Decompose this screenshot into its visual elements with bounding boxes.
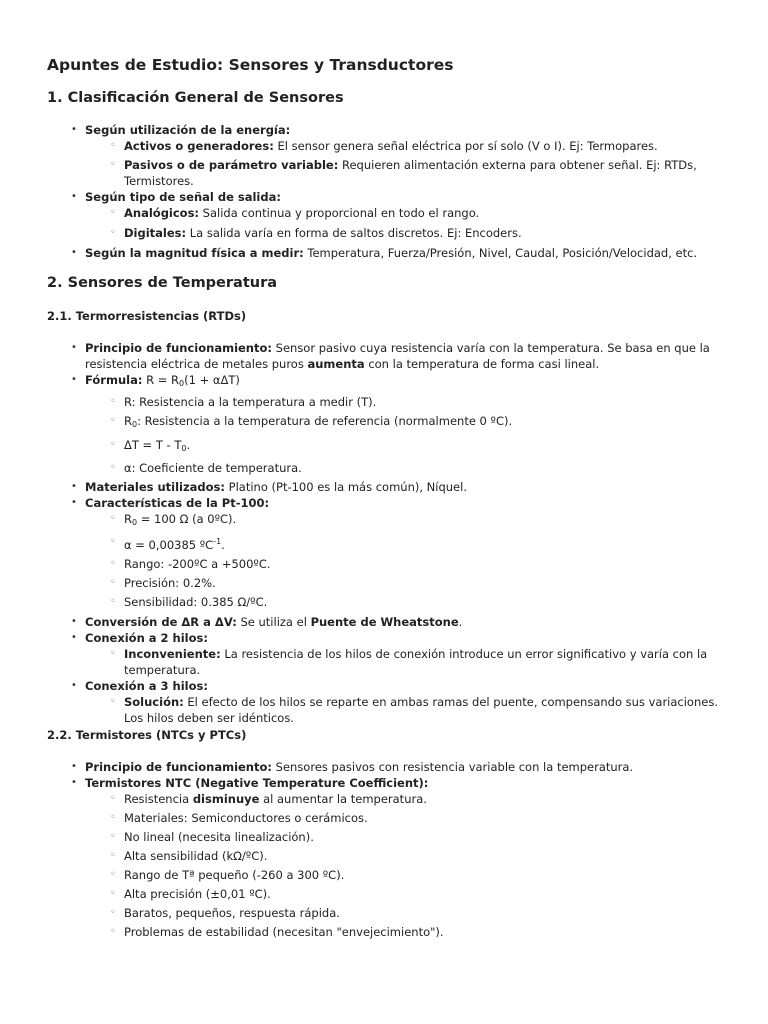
list-item: ◦ Precisión: 0.2%. (0, 575, 768, 591)
list-item: ◦ Problemas de estabilidad (necesitan "envejecimiento"). (0, 924, 768, 940)
list-item: ◦ Activos o generadores: El sensor genera señal eléctrica por sí solo (V o I). Ej: Termopares. (0, 138, 768, 154)
list-item: ◦ Alta sensibilidad (kΩ/ºC). (0, 848, 768, 864)
document-title: Apuntes de Estudio: Sensores y Transductores (47, 56, 454, 74)
termistores-list (0, 759, 768, 940)
list-item: • Materiales utilizados: Platino (Pt-100 es la más común), Níquel. (0, 479, 768, 495)
list-item: ◦ Inconveniente: La resistencia de los hilos de conexión introduce un error significativo y varía con la temperatura. (0, 646, 768, 678)
list-item: • Conversión de ΔR a ΔV: Se utiliza el Puente de Wheatstone. (0, 614, 768, 630)
subsection-termistores-heading: 2.2. Termistores (NTCs y PTCs) (47, 728, 247, 742)
list-item: ◦ Pasivos o de parámetro variable: Requieren alimentación externa para obtener señal. Ej: RTDs, Termistores. (0, 157, 768, 189)
list-item: • Principio de funcionamiento: Sensores pasivos con resistencia variable con la temperatura. (0, 759, 768, 775)
section-1-list (0, 122, 768, 261)
list-item: • Conexión a 3 hilos: (0, 678, 768, 694)
list-item: ◦ R: Resistencia a la temperatura a medir (T). (0, 394, 768, 410)
list-item: ◦ Sensibilidad: 0.385 Ω/ºC. (0, 594, 768, 610)
list-item: • Conexión a 2 hilos: (0, 630, 768, 646)
list-item: ◦ Resistencia disminuye al aumentar la temperatura. (0, 791, 768, 807)
list-item: ◦ Rango de Tª pequeño (-260 a 300 ºC). (0, 867, 768, 883)
list-item: • Principio de funcionamiento: Sensor pasivo cuya resistencia varía con la temperatura. Se basa en que la resistencia eléctrica de metales puros aumenta con la temperatura de forma casi lineal. (0, 340, 768, 372)
section-1-heading: 1. Clasificación General de Sensores (47, 90, 344, 106)
list-item: ◦ Solución: El efecto de los hilos se reparte en ambas ramas del puente, compensando sus variaciones. Los hilos deben ser idénticos. (0, 694, 768, 726)
list-item: • Según utilización de la energía: (0, 122, 768, 138)
list-item: • Según la magnitud física a medir: Temperatura, Fuerza/Presión, Nivel, Caudal, Posición/Velocidad, etc. (0, 245, 768, 261)
list-item: • Fórmula: $R = R_0(1 + \alpha\Delta T)$ (0, 372, 768, 392)
list-item: ◦ Materiales: Semiconductores o cerámicos. (0, 810, 768, 826)
section-2-heading: 2. Sensores de Temperatura (47, 275, 278, 291)
list-item: • Características de la Pt-100: (0, 495, 768, 511)
list-item: ◦ α: Coeficiente de temperatura. (0, 460, 768, 476)
list-item: ◦ Baratos, pequeños, respuesta rápida. (0, 905, 768, 921)
list-item: • Termistores NTC (Negative Temperature Coefficient): (0, 775, 768, 791)
list-item: ◦ Analógicos: Salida continua y proporcional en todo el rango. (0, 205, 768, 221)
list-item: ◦ $R_0$: Resistencia a la temperatura de referencia (normalmente 0 ºC). (0, 413, 768, 433)
rtd-list (0, 340, 768, 726)
list-item: ◦ No lineal (necesita linealización). (0, 829, 768, 845)
list-item: ◦ α = 0,00385 ºC$^{-1}$. (0, 534, 768, 553)
list-item: ◦ $R_0 = 100$ Ω (a 0ºC). (0, 511, 768, 531)
list-item: ◦ Digitales: La salida varía en forma de saltos discretos. Ej: Encoders. (0, 225, 768, 241)
subsection-rtd-heading: 2.1. Termorresistencias (RTDs) (47, 309, 247, 323)
list-item: ◦ Alta precisión (±0,01 ºC). (0, 886, 768, 902)
list-item: ◦ Rango: -200ºC a +500ºC. (0, 556, 768, 572)
list-item: ◦ $\Delta T = T - T_0$. (0, 437, 768, 457)
list-item: • Según tipo de señal de salida: (0, 189, 768, 205)
